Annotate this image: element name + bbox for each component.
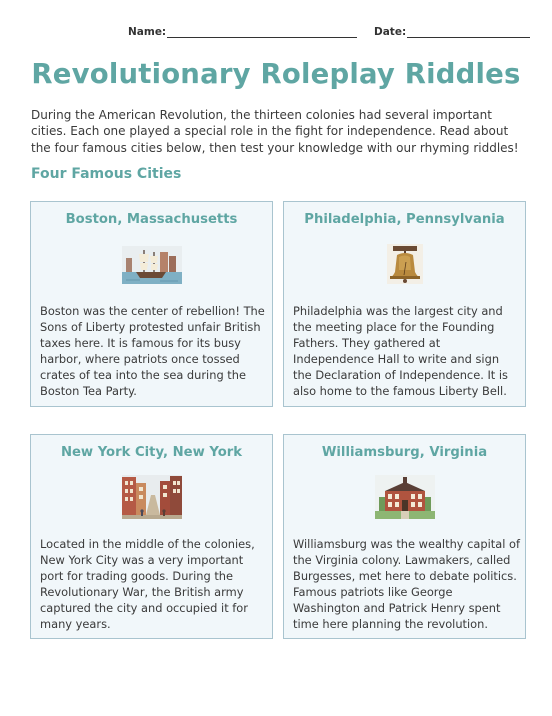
name-field[interactable] xyxy=(128,26,357,38)
city-card-williamsburg xyxy=(283,434,526,639)
city-card-title: Boston, Massachusetts xyxy=(65,212,238,227)
name-line[interactable] xyxy=(167,27,357,38)
liberty-bell-illustration xyxy=(373,240,437,288)
city-street-illustration xyxy=(120,473,184,521)
city-card-text: Located in the middle of the colonies, New York City was a very important port for trading goods. During the Revolutionary War, the British army captured the city and occupied it for many years. xyxy=(40,537,255,631)
page-title: Revolutionary Roleplay Riddles xyxy=(31,58,521,90)
city-card-text: Philadelphia was the largest city and the meeting place for the Founding Fathers. They gathered at Independence Hall to write and sign the Declaration of Independence. It is also home to the famous Liberty Bell. xyxy=(293,304,508,398)
city-card-boston xyxy=(30,201,273,407)
city-card-philadelphia xyxy=(283,201,526,407)
city-card-title: New York City, New York xyxy=(60,445,243,460)
date-line[interactable] xyxy=(407,27,530,38)
city-card-new-york xyxy=(30,434,273,639)
colonial-capitol-building-illustration xyxy=(373,473,437,521)
name-label: Name: xyxy=(128,26,167,38)
section-title: Four Famous Cities xyxy=(31,166,182,182)
city-card-title: Williamsburg, Virginia xyxy=(321,445,488,460)
intro-paragraph: During the American Revolution, the thirteen colonies had several important cities. Each one played a special role in the fight for independence. Read about the four famous cities below, then test your knowledge with our rhyming riddles! xyxy=(31,108,519,155)
city-card-text: Boston was the center of rebellion! The Sons of Liberty protested unfair British taxes here. It is famous for its busy harbor, where patriots once tossed crates of tea into the sea during the Boston Tea Party. xyxy=(40,304,265,398)
city-card-text: Williamsburg was the wealthy capital of the Virginia colony. Lawmakers, called Burgesses, met here to debate politics. Famous patriots like George Washington and Patrick Henry spent time here planning the revolution. xyxy=(293,537,520,631)
date-label: Date: xyxy=(374,26,407,38)
city-card-title: Philadelphia, Pennsylvania xyxy=(304,212,505,227)
sailing-ship-harbor-illustration xyxy=(120,240,184,288)
date-field[interactable] xyxy=(374,26,530,38)
worksheet-header xyxy=(0,22,552,42)
